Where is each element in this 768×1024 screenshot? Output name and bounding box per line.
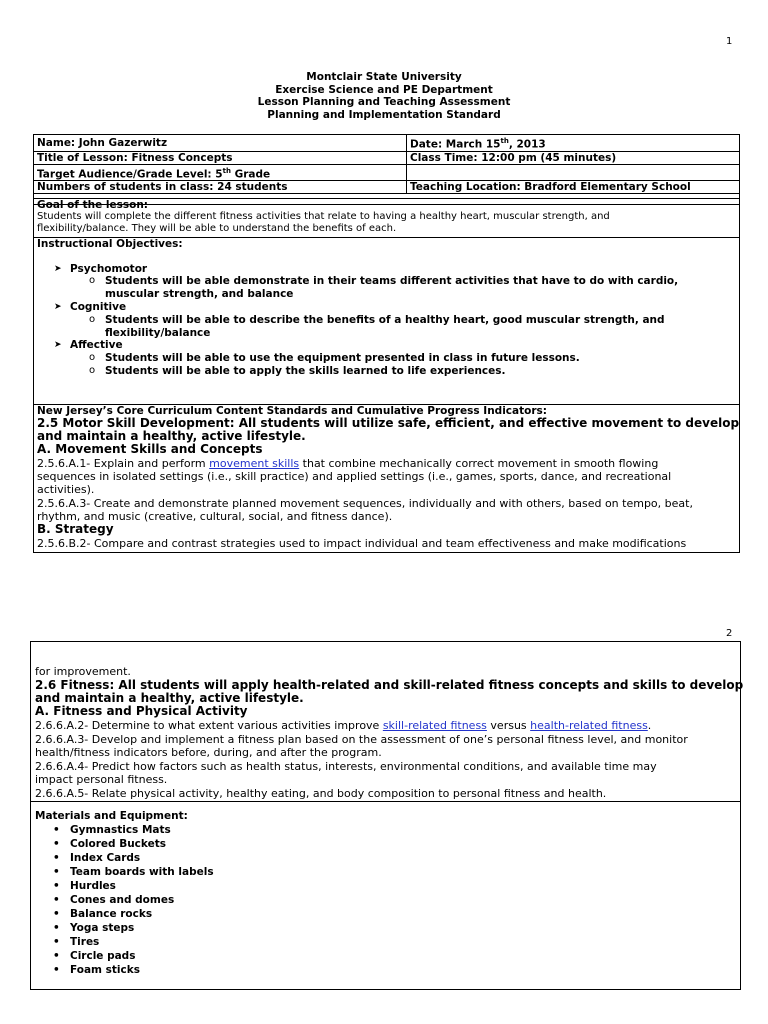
circle-bullet-icon: o	[89, 352, 96, 363]
list-item: • Gymnastics Mats	[35, 823, 214, 837]
movement-skills-link[interactable]: movement skills	[209, 457, 300, 470]
header-line: Montclair State University	[306, 71, 462, 83]
indicator-line: health/fitness indicators before, during, and after the program.	[35, 746, 382, 759]
circle-bullet-icon: o	[89, 314, 96, 325]
audience-cell: Target Audience/Grade Level: 5th Grade	[34, 164, 407, 181]
health-related-fitness-link[interactable]: health-related fitness	[530, 719, 648, 732]
list-item: • Circle pads	[35, 949, 214, 963]
indicator-line: 2.6.6.A.3- Develop and implement a fitness plan based on the assessment of one’s personal fitness level, and monitor	[35, 733, 688, 746]
lesson-title-cell: Title of Lesson: Fitness Concepts	[34, 151, 407, 164]
header-line: Planning and Implementation Standard	[267, 108, 501, 121]
standards-continued-section	[30, 641, 744, 802]
standard-subsection: B. Strategy	[37, 522, 114, 536]
circle-bullet-icon: o	[89, 365, 96, 376]
standard-title: 2.5 Motor Skill Development: All students will utilize safe, efficient, and effective movement to develop	[37, 416, 740, 430]
empty-cell	[407, 164, 740, 181]
objectives-section	[33, 237, 740, 405]
objective-category: Cognitive	[70, 301, 127, 313]
header-line: Lesson Planning and Teaching Assessment	[257, 96, 511, 108]
indicator-line: 2.6.6.A.5- Relate physical activity, healthy eating, and body composition to personal fitness and health.	[35, 787, 607, 800]
indicator-line: for improvement.	[35, 665, 131, 678]
indicator-line: 2.5.6.A.3- Create and demonstrate planned movement sequences, individually and with others, based on tempo, beat,	[37, 497, 693, 510]
arrow-bullet-icon: ➤	[54, 340, 62, 350]
goal-text-line: Students will complete the different fitness activities that relate to having a healthy heart, muscular strength, and	[37, 211, 610, 222]
name-cell: Name: John Gazerwitz	[34, 135, 407, 152]
goal-text-line: flexibility/balance. They will be able to understand the benefits of each.	[37, 223, 397, 234]
objective-item: Students will be able to apply the skills learned to life experiences.	[105, 365, 506, 377]
standard-title: and maintain a healthy, active lifestyle.	[35, 691, 304, 705]
page-number: 1	[726, 36, 733, 47]
goal-section	[33, 198, 740, 238]
list-item: • Tires	[35, 935, 214, 949]
list-item: • Cones and domes	[35, 893, 214, 907]
document-header	[0, 71, 768, 121]
list-item: • Index Cards	[35, 851, 214, 865]
list-item: • Hurdles	[35, 879, 214, 893]
indicator-line: 2.6.6.A.2- Determine to what extent various activities improve skill-related fitness versus health-related fitness.	[35, 719, 652, 732]
indicator-line: rhythm, and music (creative, cultural, social, and fitness dance).	[37, 510, 393, 523]
objective-item: Students will be able to use the equipment presented in class in future lessons.	[105, 352, 580, 364]
standards-section	[33, 404, 740, 553]
objective-category: Psychomotor	[70, 263, 148, 275]
standard-title: and maintain a healthy, active lifestyle.	[37, 429, 306, 443]
indicator-line: activities).	[37, 483, 95, 496]
list-item: • Balance rocks	[35, 907, 214, 921]
arrow-bullet-icon: ➤	[54, 264, 62, 274]
circle-bullet-icon: o	[89, 275, 96, 286]
objective-category: Affective	[70, 339, 123, 351]
arrow-bullet-icon: ➤	[54, 302, 62, 312]
indicator-line: 2.5.6.A.1- Explain and perform movement skills that combine mechanically correct movement in smooth flowing	[37, 457, 659, 470]
objective-item: Students will be able to describe the benefits of a healthy heart, good muscular strength, and	[105, 314, 665, 326]
materials-heading: Materials and Equipment:	[35, 810, 188, 822]
list-item: • Colored Buckets	[35, 837, 214, 851]
list-item: • Team boards with labels	[35, 865, 214, 879]
date-cell: Date: March 15th, 2013	[407, 135, 740, 152]
list-item: • Yoga steps	[35, 921, 214, 935]
standards-heading: New Jersey’s Core Curriculum Content Standards and Cumulative Progress Indicators:	[37, 405, 547, 417]
standard-subsection: A. Fitness and Physical Activity	[35, 704, 248, 718]
objective-item: Students will be able demonstrate in their teams different activities that have to do with cardio,	[105, 275, 679, 287]
materials-list	[35, 823, 214, 977]
objective-item: flexibility/balance	[105, 327, 211, 339]
skill-related-fitness-link[interactable]: skill-related fitness	[382, 719, 487, 732]
header-line: Exercise Science and PE Department	[275, 83, 493, 96]
objectives-heading: Instructional Objectives:	[37, 238, 183, 250]
location-cell: Teaching Location: Bradford Elementary School	[407, 181, 740, 194]
indicator-line: 2.5.6.B.2- Compare and contrast strategies used to impact individual and team effectiveness and make modifications	[37, 537, 687, 550]
class-time-cell: Class Time: 12:00 pm (45 minutes)	[407, 151, 740, 164]
goal-heading: Goal of the lesson:	[37, 199, 148, 211]
standard-title: 2.6 Fitness: All students will apply health-related and skill-related fitness concepts and skills to develop	[35, 678, 744, 692]
materials-section	[30, 801, 741, 990]
list-item: • Foam sticks	[35, 963, 214, 977]
students-cell: Numbers of students in class: 24 students	[34, 181, 407, 194]
objective-item: muscular strength, and balance	[105, 288, 294, 300]
lesson-info-table	[33, 134, 740, 205]
indicator-line: sequences in isolated settings (i.e., skill practice) and applied settings (i.e., games, sports, dance, and recreational	[37, 470, 672, 483]
standard-subsection: A. Movement Skills and Concepts	[37, 442, 263, 456]
page-number: 2	[726, 628, 733, 639]
indicator-line: impact personal fitness.	[35, 773, 168, 786]
indicator-line: 2.6.6.A.4- Predict how factors such as health status, interests, environmental conditions, and available time may	[35, 760, 657, 773]
